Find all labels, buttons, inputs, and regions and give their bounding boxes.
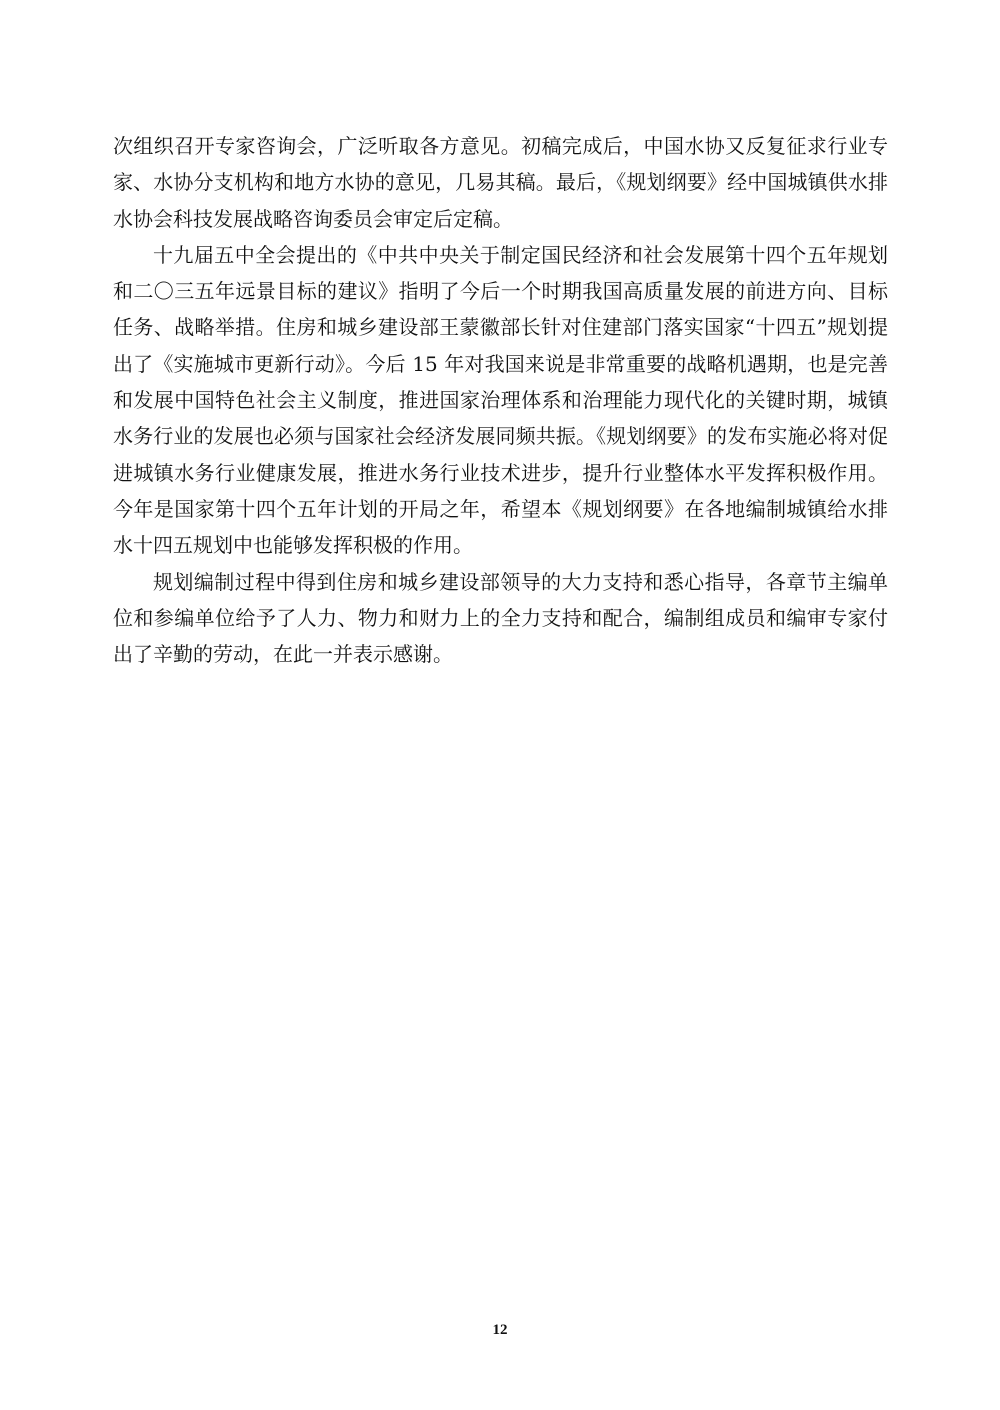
paragraph-acknowledgements: 规划编制过程中得到住房和城乡建设部领导的大力支持和悉心指导，各章节主编单位和参编单位给予了人力、物力和财力上的全力支持和配合，编制组成员和编审专家付出了辛勤的劳动，在此一并表示感谢。 (113, 569, 888, 667)
paragraph-plenary-session: 十九届五中全会提出的《中共中央关于制定国民经济和社会发展第十四个五年规划和二〇三五年远景目标的建议》指明了今后一个时期我国高质量发展的前进方向、目标任务、战略举措。住房和城乡建设部王蒙徽部长针对住建部门落实国家“十四五”规划提出了《实施城市更新行动》。今后 15 年对我国来说是非常重要的战略机遇期，也是完善和发展中国特色社会主义制度，推进国家治理体系和治理能力现代化的关键时期，城镇水务行业的发展也必须与国家社会经济发展同频共振。《规划纲要》的发布实施必将对促进城镇水务行业健康发展，推进水务行业技术进步，提升行业整体水平发挥积极作用。今年是国家第十四个五年计划的开局之年，希望本《规划纲要》在各地编制城镇给水排水十四五规划中也能够发挥积极的作用。 (113, 242, 888, 558)
body-text (113, 128, 888, 672)
paragraph-continuation: 次组织召开专家咨询会，广泛听取各方意见。初稿完成后，中国水协又反复征求行业专家、水协分支机构和地方水协的意见，几易其稿。最后，《规划纲要》经中国城镇供水排水协会科技发展战略咨询委员会审定后定稿。 (113, 134, 888, 231)
page-number: 12 (492, 1322, 508, 1338)
